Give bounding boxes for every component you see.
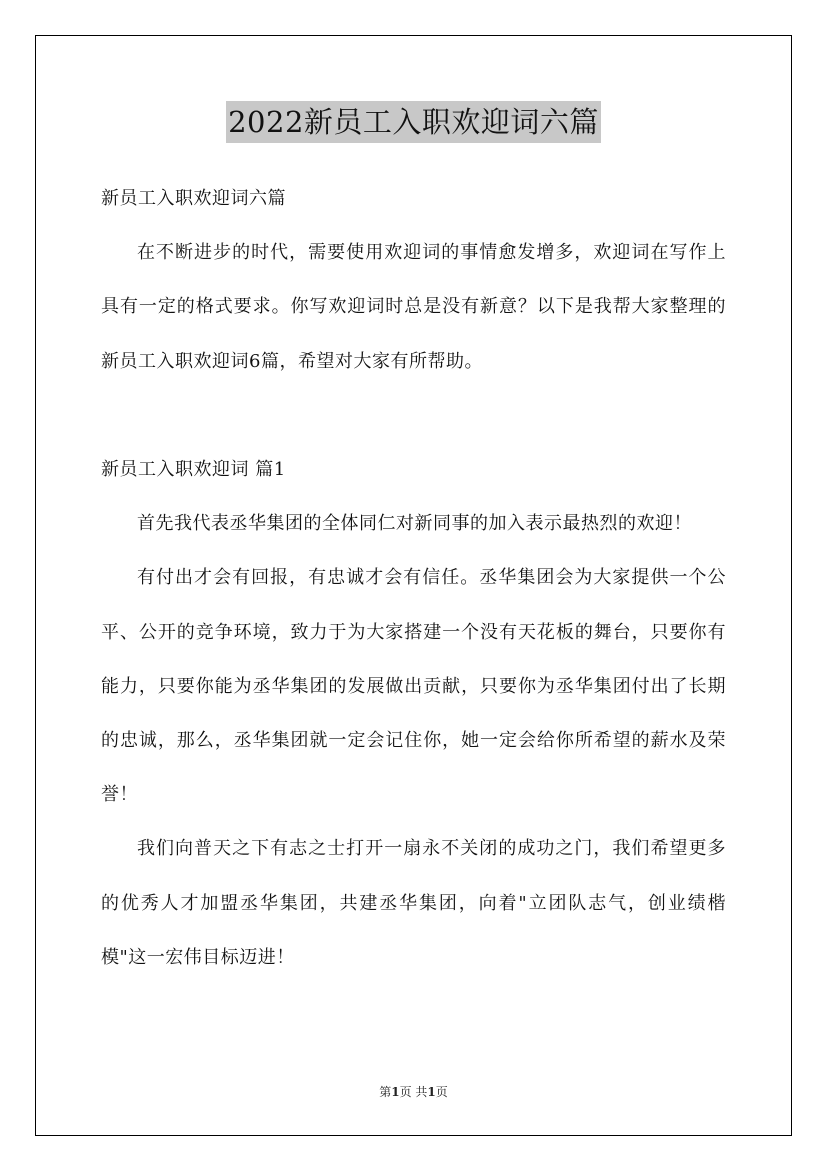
document-title-text: 2022新员工入职欢迎词六篇	[226, 101, 601, 143]
footer-suffix: 页	[435, 1085, 448, 1099]
body-paragraph: 我们向普天之下有志之士打开一扇永不关闭的成功之门，我们希望更多的优秀人才加盟丞华集团，共建丞华集团，向着"立团队志气，创业绩楷模"这一宏伟目标迈进！	[101, 838, 726, 968]
section-spacer	[101, 389, 726, 443]
page-footer	[0, 1083, 827, 1100]
footer-page-current: 1	[391, 1085, 400, 1099]
section-heading: 新员工入职欢迎词 篇1	[101, 459, 286, 480]
document-subtitle: 新员工入职欢迎词六篇	[101, 188, 286, 209]
footer-mid: 页 共	[399, 1085, 428, 1099]
body-paragraph: 首先我代表丞华集团的全体同仁对新同事的加入表示最热烈的欢迎！	[137, 513, 692, 535]
footer-prefix: 第	[379, 1085, 392, 1099]
document-body	[101, 172, 726, 985]
intro-paragraph: 在不断进步的时代，需要使用欢迎词的事情愈发增多，欢迎词在写作上具有一定的格式要求。你写欢迎词时总是没有新意？以下是我帮大家整理的新员工入职欢迎词6篇，希望对大家有所帮助。	[101, 242, 726, 372]
footer-page-total: 1	[427, 1085, 436, 1099]
body-paragraph: 有付出才会有回报，有忠诚才会有信任。丞华集团会为大家提供一个公平、公开的竞争环境，致力于为大家搭建一个没有天花板的舞台，只要你有能力，只要你能为丞华集团的发展做出贡献，只要你为丞华集团付出了长期的忠诚，那么，丞华集团就一定会记住你，她一定会给你所希望的薪水及荣誉！	[101, 567, 726, 806]
document-title	[0, 101, 827, 143]
